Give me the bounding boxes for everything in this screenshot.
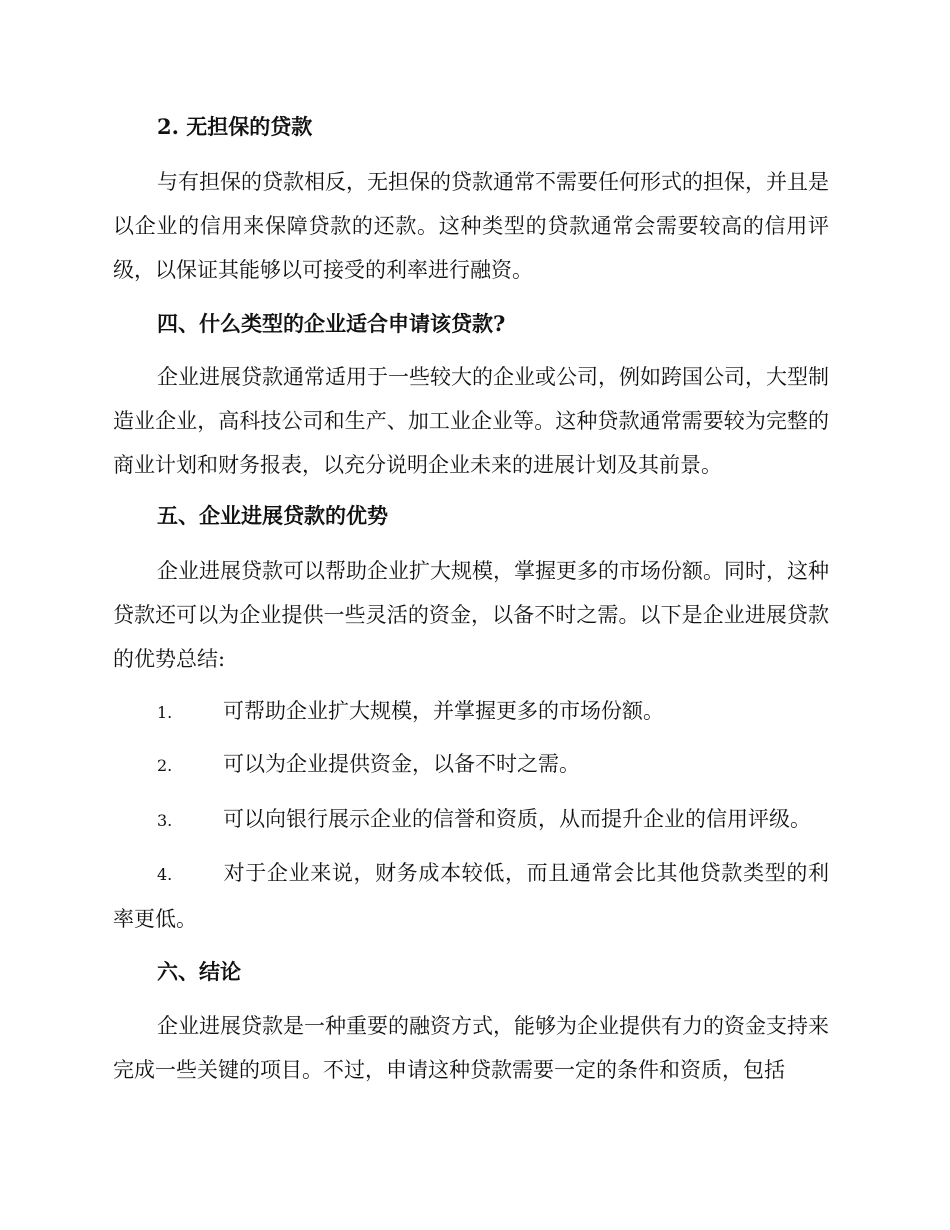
list-item-number: 3. [157,811,173,830]
list-item-text: 可以为企业提供资金，以备不时之需。 [223,752,580,776]
paragraph-advantages: 企业进展贷款可以帮助企业扩大规模，掌握更多的市场份额。同时，这种贷款还可以为企业提供一些灵活的资金，以备不时之需。以下是企业进展贷款的优势总结: [113,559,829,671]
list-item [113,851,829,941]
list-item-text: 可帮助企业扩大规模，并掌握更多的市场份额。 [223,699,664,723]
section-heading-conclusion: 六、结论 [157,959,241,984]
section-heading-suitable-enterprises: 四、什么类型的企业适合申请该贷款? [157,311,506,336]
list-item-number: 2. [157,756,173,775]
list-item-text: 对于企业来说，财务成本较低，而且通常会比其他贷款类型的利率更低。 [113,861,829,931]
paragraph-suitable-enterprises: 企业进展贷款通常适用于一些较大的企业或公司，例如跨国公司，大型制造业企业，高科技公司和生产、加工业企业等。这种贷款通常需要较为完整的商业计划和财务报表，以充分说明企业未来的进展计划及其前景。 [113,365,829,477]
list-item-text: 可以向银行展示企业的信誉和资质，从而提升企业的信用评级。 [223,807,811,831]
list-item [113,742,829,788]
list-item-number: 4. [157,865,173,884]
section-heading-unsecured-loan: 2. 无担保的贷款 [157,114,313,139]
list-item-number: 1. [157,703,173,722]
section-heading-advantages: 五、企业进展贷款的优势 [157,503,388,528]
list-item [113,797,829,843]
paragraph-conclusion: 企业进展贷款是一种重要的融资方式，能够为企业提供有力的资金支持来完成一些关键的项目。不过，申请这种贷款需要一定的条件和资质，包括 [113,1014,829,1082]
paragraph-unsecured-loan: 与有担保的贷款相反，无担保的贷款通常不需要任何形式的担保，并且是以企业的信用来保障贷款的还款。这种类型的贷款通常会需要较高的信用评级，以保证其能够以可接受的利率进行融资。 [113,170,829,282]
list-item [113,689,829,735]
